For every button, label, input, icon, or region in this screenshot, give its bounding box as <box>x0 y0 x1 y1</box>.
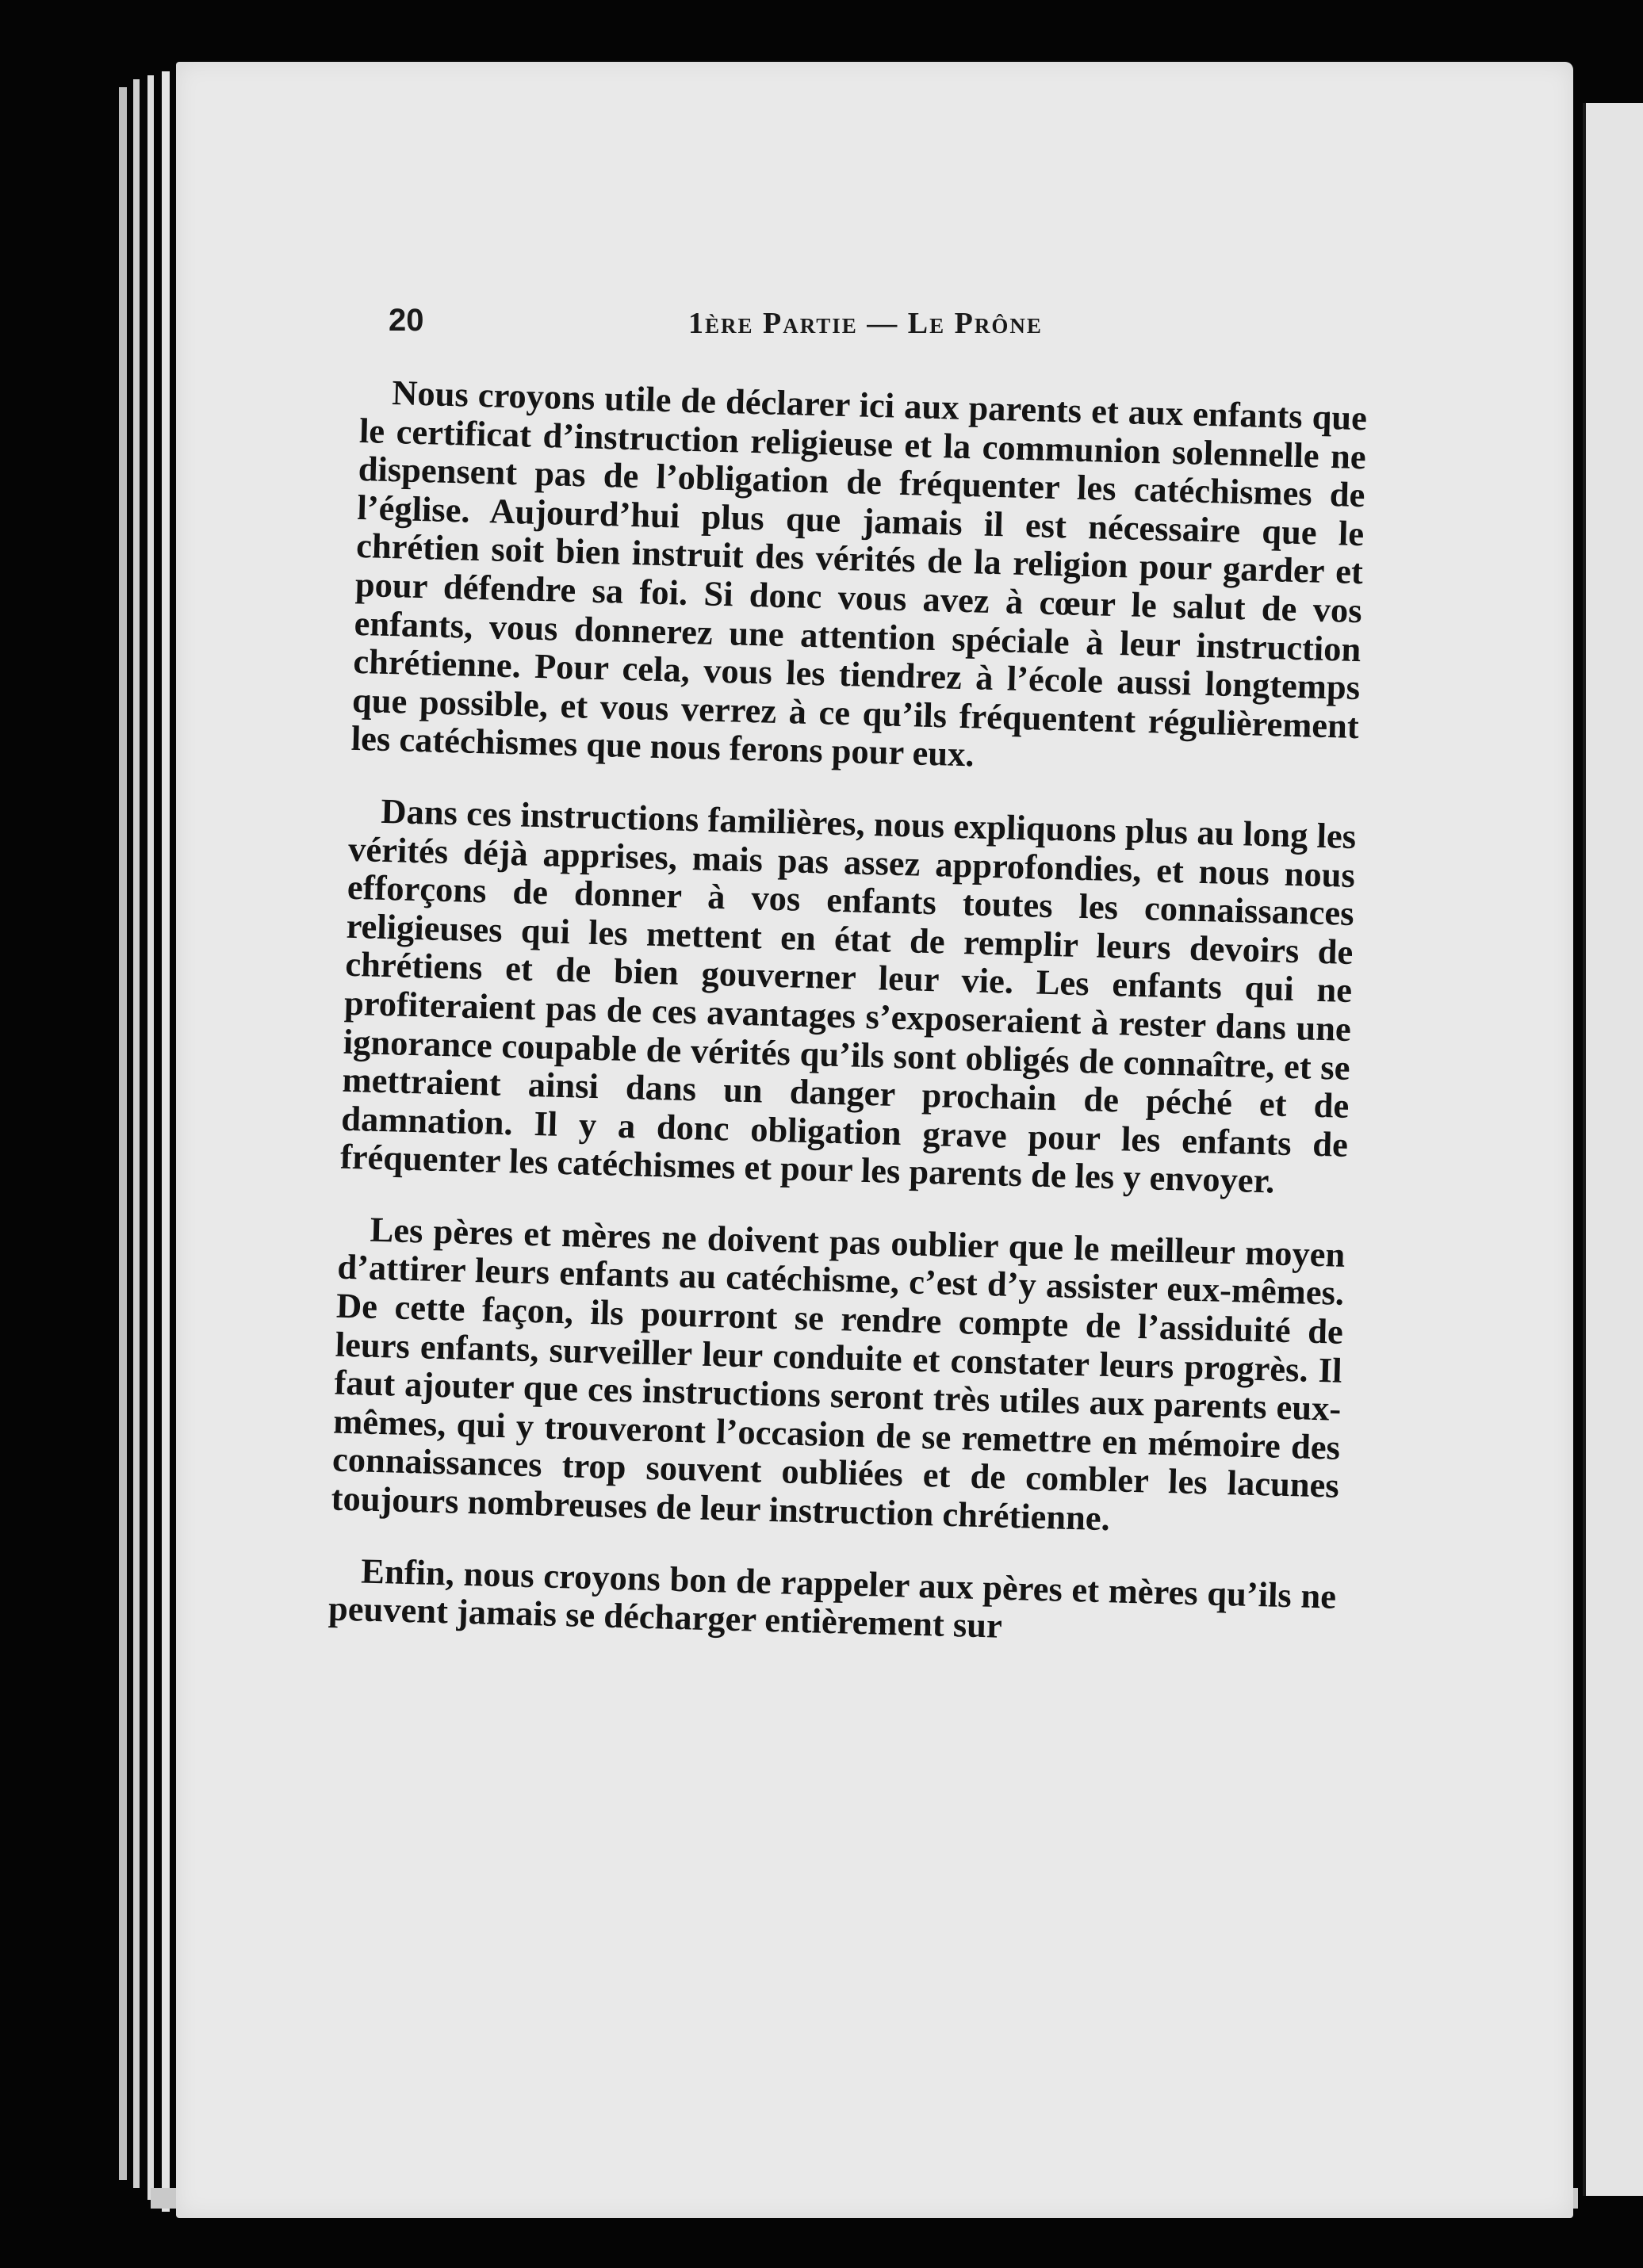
paragraph: Les pères et mères ne doivent pas oublier que le meilleur moyen d’attirer leurs enfants au catéchisme, c’est d’y assister eux-mêmes. De cette façon, ils pourront se rendre compte de l’assiduité de leurs enfants, surveiller leur conduite et constater leurs progrès. Il faut ajouter que ces instructions seront très utiles aux parents eux-mêmes, qui y trouveront l’occasion de se remettre en mémoire des connaissances trop souvent oubliées et de combler les lacunes toujours nombreuses de leur instruction chrétienne. <box>331 1209 1346 1539</box>
paragraph: Enfin, nous croyons bon de rappeler aux pères et mères qu’ils ne peuvent jamais se décharger entièrement sur <box>327 1551 1337 1646</box>
running-head: 1ère Partie — Le Prône <box>688 307 1043 340</box>
paragraph: Nous croyons utile de déclarer ici aux parents et aux enfants que le certificat d’instruction religieuse et la communion solennelle ne dispensent pas de l’obligation de fréquenter les catéchismes de l’église. Aujourd’hui plus que jamais il est nécessaire que le chrétien soit bien instruit des vérités de la religion pour garder et pour défendre sa foi. Si donc vous avez à cœur le salut de vos enfants, vous donnerez une attention spéciale à leur instruction chrétienne. Pour cela, vous les tiendrez à l’école aussi longtemps que possible, et vous verrez à ce qu’ils fréquentent régulièrement les catéchismes que nous ferons pour eux. <box>350 373 1368 774</box>
page-edge <box>162 71 170 2212</box>
page-number: 20 <box>389 303 424 338</box>
paragraph: Dans ces instructions familières, nous expliquons plus au long les vérités déjà apprises, mais pas assez approfondies, et nous nous efforçons de donner à vos enfants toutes les connaissances religieuses qui les mettent en état de remplir leurs devoirs de chrétiens et de bien gouverner leur vie. Les enfants qui ne profiteraient pas de ces avantages s’exposeraient à rester dans une ignorance coupable de vérités qu’ils sont obligés de connaître, et se mettraient ainsi dans un danger prochain de péché et de damnation. Il y a donc obligation grave pour les enfants de fréquenter les catéchismes et pour les parents de les y envoyer. <box>339 790 1357 1201</box>
page-header <box>389 300 1554 355</box>
page-edge <box>147 75 154 2200</box>
facing-page-edge <box>1583 103 1643 2196</box>
page-edge <box>133 79 140 2188</box>
page-edge <box>119 87 127 2180</box>
body-text <box>328 373 1368 1654</box>
